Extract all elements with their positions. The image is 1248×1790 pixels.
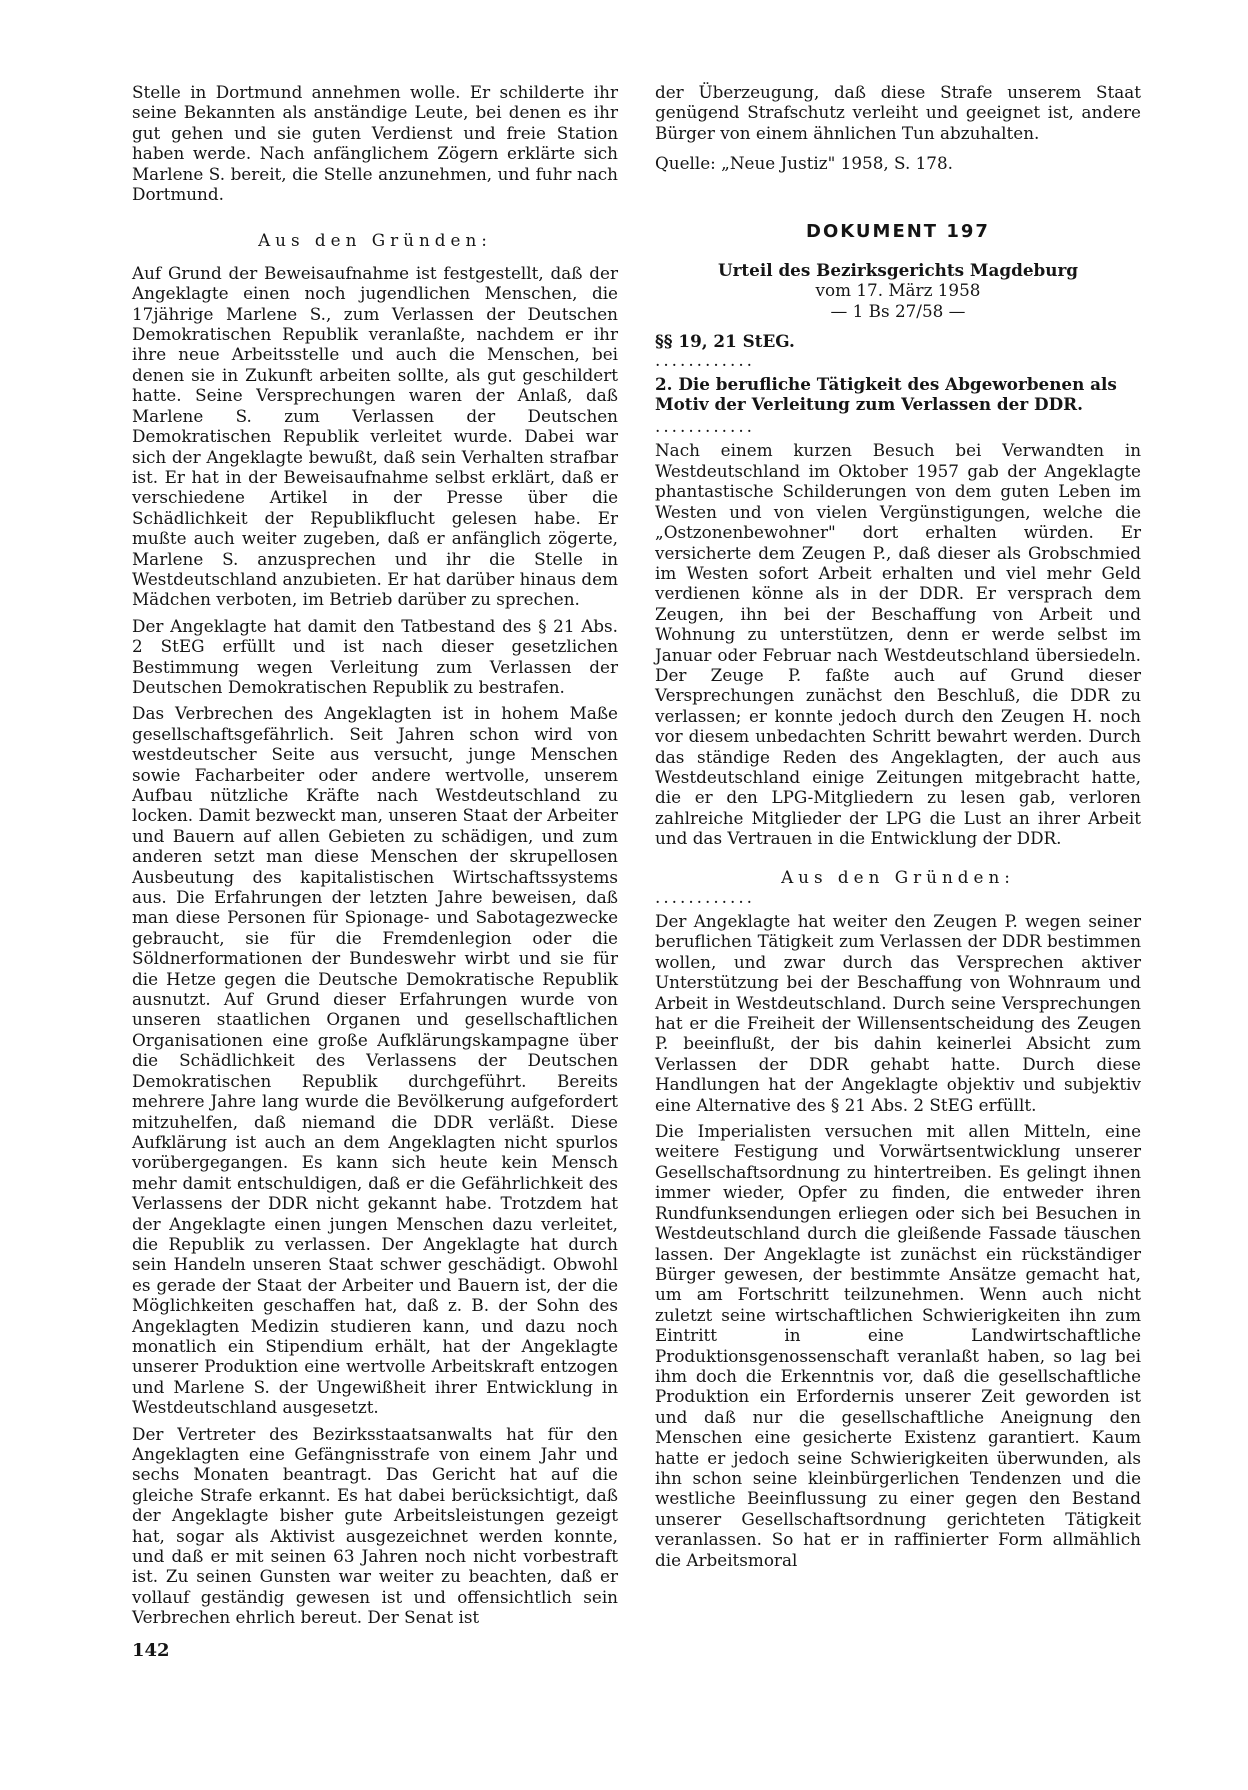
paragraph: Der Angeklagte hat damit den Tatbestand des § 21 Abs. 2 StEG erfüllt und ist nach dieser gesetzlichen Bestimmung wegen Verleitung zum Verlassen der Deutschen Demokratischen Republik zu bestrafen. [132, 615, 618, 697]
ellipsis-divider: ............ [655, 887, 756, 907]
paragraph: Der Angeklagte hat weiter den Zeugen P. wegen seiner beruflichen Tätigkeit zum Verlassen der DDR bestimmen wollen, und zwar durch das Versprechen aktiver Unterstützung bei der Beschaffung von Wohnraum und Arbeit in Westdeutschland. Durch seine Versprechungen hat er die Freiheit der Willensentscheidung des Zeugen P. beeinflußt, der bis dahin keinerlei Absicht zum Verlassen der DDR gehabt hatte. Durch diese Handlungen hat der Angeklagte objektiv und subjektiv eine Alternative des § 21 Abs. 2 StEG erfüllt. [655, 911, 1141, 1115]
paragraph: Die Imperialisten versuchen mit allen Mitteln, eine weitere Festigung und Vorwärtsentwicklung unserer Gesellschaftsordnung zu hintertreiben. Es gelingt ihnen immer wieder, Opfer zu finden, die entweder ihren Rundfunksendungen erliegen oder sich bei Besuchen in Westdeutschland durch die gleißende Fassade täuschen lassen. Der Angeklagte ist zunächst ein rückständiger Bürger gewesen, der bestimmte Ansätze gemacht hat, um am Fortschritt teilzunehmen. Wenn auch nicht zuletzt seine wirtschaftlichen Schwierigkeiten ihn zum Eintritt in eine Landwirtschaftliche Produktionsgenossenschaft veranlaßt haben, so lag bei ihm doch die Erkenntnis vor, daß die gesellschaftliche Produktion ein Erfordernis unserer Zeit geworden ist und daß nur die gesellschaftliche Aneignung den Menschen eine gesicherte Existenz garantiert. Kaum hatte er jedoch seine Schwierigkeiten überwunden, als ihn schon seine kleinbürgerlichen Tendenzen und die westliche Beeinflussung zu einer gegen den Bestand unserer Gesellschaftsordnung gerichteten Tätigkeit veranlassen. So hat er in raffinierter Form allmählich die Arbeitsmoral [655, 1121, 1141, 1570]
document-title: DOKUMENT 197 [806, 220, 990, 242]
statute-reference: §§ 19, 21 StEG. [655, 331, 795, 352]
court-title: Urteil des Bezirksgerichts Magdeburg [717, 260, 1079, 281]
section-heading: Aus den Gründen: [781, 866, 1015, 887]
case-number: — 1 Bs 27/58 — [830, 300, 966, 321]
source-citation: Quelle: „Neue Justiz" 1958, S. 178. [655, 153, 953, 174]
paragraph: Nach einem kurzen Besuch bei Verwandten in Westdeutschland im Oktober 1957 gab der Angeklagte phantastische Schilderungen von dem guten Leben im Westen und von vielen Vergünstigungen, welche die „Ostzonenbewohner" dort erhalten würden. Er versicherte dem Zeugen P., daß dieser als Grobschmied im Westen sofort Arbeit erhalten und viel mehr Geld verdienen könne als in der DDR. Er versprach dem Zeugen, ihn bei der Beschaffung von Arbeit und Wohnung zu unterstützen, denn er werde selbst im Januar oder Februar nach Westdeutschland übersiedeln. Der Zeuge P. faßte auch auf Grund dieser Versprechungen zunächst den Beschluß, die DDR zu verlassen; er konnte jedoch durch den Zeugen H. noch vor diesem unbedachten Schritt bewahrt werden. Durch das ständige Reden des Angeklagten, der auch aus Westdeutschland einige Zeitungen mitgebracht hatte, die er den LPG-Mitgliedern zu lesen gab, verloren zahlreiche Mitglieder der LPG die Lust an ihrer Arbeit und das Vertrauen in die Entwicklung der DDR. [655, 440, 1141, 849]
left-column [132, 82, 618, 1634]
paragraph: Stelle in Dortmund annehmen wolle. Er schilderte ihr seine Bekannten als anständige Leute, bei denen es ihr gut gehen und sie guten Verdienst und freie Station haben werde. Nach anfänglichem Zögern erklärte sich Marlene S. bereit, die Stelle anzunehmen, und fuhr nach Dortmund. [132, 82, 618, 205]
paragraph: Der Vertreter des Bezirksstaatsanwalts hat für den Angeklagten eine Gefängnisstrafe von einem Jahr und sechs Monaten beantragt. Das Gericht hat auf die gleiche Strafe erkannt. Es hat dabei berücksichtigt, daß der Angeklagte bisher gute Arbeitsleistungen gezeigt hat, sogar als Aktivist ausgezeichnet werden konnte, und daß er mit seinen 63 Jahren noch nicht vorbestraft ist. Zu seinen Gunsten war weiter zu beachten, daß er vollauf geständig gewesen ist und offensichtlich sein Verbrechen ehrlich bereut. Der Senat ist [132, 1423, 618, 1628]
paragraph: Das Verbrechen des Angeklagten ist in hohem Maße gesellschaftsgefährlich. Seit Jahren schon wird von westdeutscher Seite aus versucht, junge Menschen sowie Facharbeiter oder andere wertvolle, unserem Aufbau nützliche Kräfte nach Westdeutschland zu locken. Damit bezweckt man, unseren Staat der Arbeiter und Bauern auf allen Gebieten zu schädigen, und zum anderen setzt man diese Menschen der skrupellosen Ausbeutung des kapitalistischen Wirtschaftssystems aus. Die Erfahrungen der letzten Jahre beweisen, daß man diese Personen für Spionage- und Sabotagezwecke gebraucht, sie für die Fremdenlegion oder die Söldnerformationen der Bundeswehr wirbt und sie für die Hetze gegen die Deutsche Demokratische Republik ausnutzt. Auf Grund dieser Erfahrungen wurde von unseren staatlichen Organen und gesellschaftlichen Organisationen eine große Aufklärungskampagne über die Schädlichkeit des Verlassens der Deutschen Demokratischen Republik durchgeführt. Bereits mehrere Jahre lang wurde die Bevölkerung aufgefordert mitzuhelfen, daß niemand die DDR verläßt. Diese Aufklärung ist auch an dem Angeklagten nicht spurlos vorübergegangen. Es kann sich heute kein Mensch mehr damit entschuldigen, daß er die Gefährlichkeit des Verlassens der DDR nicht gekannt habe. Trotzdem hat der Angeklagte einen jungen Menschen dazu verleitet, die Republik zu verlassen. Der Angeklagte hat durch sein Handeln unseren Staat schwer geschädigt. Obwohl es gerade der Staat der Arbeiter und Bauern ist, der die Möglichkeiten geschaffen hat, daß z. B. der Sohn des Angeklagten Medizin studieren kann, und dazu noch monatlich ein Stipendium erhält, hat der Angeklagte unserer Produktion eine wertvolle Arbeitskraft entzogen und Marlene S. der Ungewißheit ihrer Entwicklung in Westdeutschland ausgesetzt. [132, 703, 618, 1418]
paragraph: der Überzeugung, daß diese Strafe unserem Staat genügend Strafschutz verleiht und geeignet ist, andere Bürger von einem ähnlichen Tun abzuhalten. [655, 82, 1141, 143]
ellipsis-divider: ............ [655, 416, 756, 437]
ellipsis-divider: ............ [655, 349, 756, 370]
paragraph: Auf Grund der Beweisaufnahme ist festgestellt, daß der Angeklagte einen noch jugendlichen Menschen, die 17jährige Marlene S., zum Verlassen der Deutschen Demokratischen Republik veranlaßte, nachdem er ihr ihre neue Arbeitsstelle und auch die Menschen, bei denen sie in Zukunft arbeiten sollte, als gut geschildert hatte. Seine Versprechungen waren der Anlaß, daß Marlene S. zum Verlassen der Deutschen Demokratischen Republik verleitet wurde. Dabei war sich der Angeklagte bewußt, daß sein Verhalten strafbar ist. Er hat in der Beweisaufnahme selbst erklärt, daß er verschiedene Artikel in der Presse über die Schädlichkeit der Republikflucht gelesen habe. Er mußte auch weiter zugeben, daß er anfänglich zögerte, Marlene S. anzusprechen und ihr die Stelle in Westdeutschland anzubieten. Er hat darüber hinaus dem Mädchen verboten, im Betrieb darüber zu sprechen. [132, 262, 618, 610]
judgment-date: vom 17. März 1958 [815, 280, 981, 301]
page-number: 142 [132, 1640, 170, 1661]
section-heading: Aus den Gründen: [258, 230, 492, 251]
right-column [655, 82, 1141, 1576]
headnote: 2. Die berufliche Tätigkeit des Abgeworbenen als Motiv der Verleitung zum Verlassen der DDR. [655, 373, 1117, 415]
